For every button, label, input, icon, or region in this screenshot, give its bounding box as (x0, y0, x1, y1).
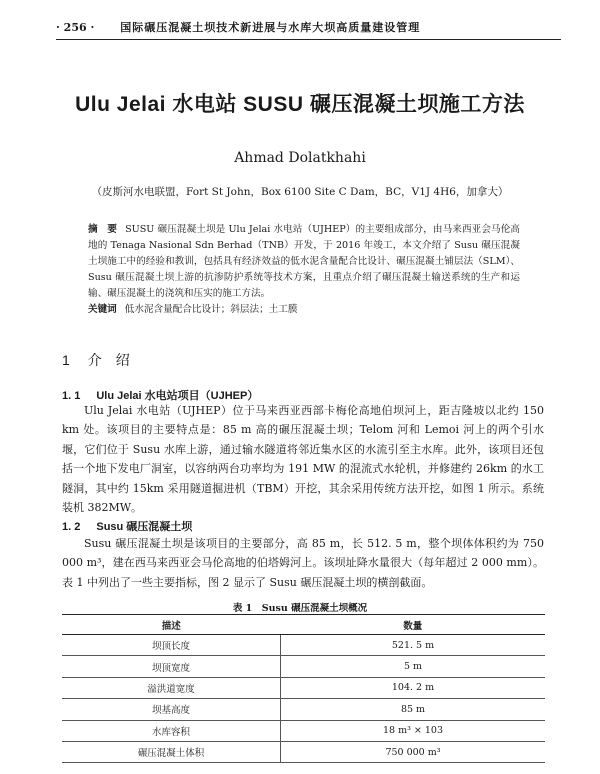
paragraph-1-1: Ulu Jelai 水电站（UJHEP）位于马来西亚西部卡梅伦高地伯坝河上，距吉隆坡以北约 150 km 处。该项目的主要特点是：85 m 高的碾压混凝土坝；Telom 河和 Lemoi 河上的两个引水堰，它们位于 Susu 水库上游，通过输水隧道将邻近集水区的水流引至主水库。此外，该项目还包括一个地下发电厂洞室，以容纳两台功率均为 191 MW 的混流式水轮机，并修建约 26km 的水工隧洞，其中约 15km 采用隧道掘进机（TBM）开挖，其余采用传统方法开挖，如图 1 所示。系统装机 382MW。 (62, 404, 544, 515)
page-number: · 256 · (56, 20, 95, 34)
table-cell-desc: 溢洪道宽度 (62, 677, 281, 698)
abstract-block (88, 222, 520, 318)
table-row (62, 656, 545, 677)
abstract-text: SUSU 碾压混凝土坝是 Ulu Jelai 水电站（UJHEP）的主要组成部分，由马来西亚会马伦高地的 Tenaga Nasional Sdn Berhad（TNB）开发，于 2016 年竣工，本文介绍了 Susu 碾压混凝土坝施工中的经验和教训，包括具有经济效益的低水泥含量配合比设计、碾压混凝土铺层法（SLM）、Susu 碾压混凝土坝上游的抗渗防护系统等技术方案，且重点介绍了碾压混凝土输送系统的生产和运输、碾压混凝土的浇筑和压实的施工方法。 (88, 224, 520, 299)
subsection-title: Ulu Jelai 水电站项目（UJHEP） (96, 390, 259, 402)
table-cell-desc: 坝顶长度 (62, 635, 281, 656)
author-affiliation: （皮斯河水电联盟，Fort St John，Box 6100 Site C Dam，BC，V1J 4H6，加拿大） (91, 186, 509, 198)
keywords (88, 302, 520, 318)
subsection-heading-1-2 (62, 518, 192, 534)
table-1 (62, 614, 545, 763)
table-row (62, 720, 545, 741)
table-cell-qty: 85 m (281, 699, 546, 720)
table-row (62, 635, 545, 656)
table-row (62, 741, 545, 762)
table-caption: 表 1 Susu 碾压混凝土坝概况 (232, 603, 368, 614)
table-row (62, 677, 545, 698)
section-number: 1 (62, 352, 70, 368)
section-title: 介 绍 (87, 352, 130, 368)
subsection-number: 1. 2 (62, 521, 81, 533)
table-header-cell: 数量 (281, 615, 546, 635)
table-cell-desc: 水库容积 (62, 720, 281, 741)
table-cell-qty: 5 m (281, 656, 546, 677)
table-cell-qty: 750 000 m³ (281, 741, 546, 762)
running-header (56, 16, 556, 38)
paragraph-1-2: Susu 碾压混凝土坝是该项目的主要部分，高 85 m，长 512. 5 m，整个坝体体积约为 750 000 m³，建在西马来西亚会马伦高地的伯塔姆河上。该坝址降水量很大（每年超过 2 000 mm）。表 1 中列出了一些主要指标，图 2 显示了 Susu 碾压混凝土坝的横剖截面。 (62, 537, 544, 589)
table-header-cell: 描述 (62, 615, 281, 635)
header-rule (56, 39, 561, 40)
table-row (62, 699, 545, 720)
table-cell-qty: 18 m³ × 103 (281, 720, 546, 741)
table-cell-desc: 坝基高度 (62, 699, 281, 720)
table-cell-desc: 碾压混凝土体积 (62, 741, 281, 762)
paper-title: Ulu Jelai 水电站 SUSU 碾压混凝土坝施工方法 (75, 93, 525, 116)
journal-title: 国际碾压混凝土坝技术新进展与水库大坝高质量建设管理 (120, 21, 421, 34)
table-cell-qty: 104. 2 m (281, 677, 546, 698)
subsection-number: 1. 1 (62, 390, 81, 402)
table-header-row (62, 615, 545, 635)
abstract-label: 摘 要 (88, 224, 118, 235)
table-cell-desc: 坝顶宽度 (62, 656, 281, 677)
subsection-title: Susu 碾压混凝土坝 (96, 521, 193, 533)
section-heading-1 (62, 350, 130, 370)
table-cell-qty: 521. 5 m (281, 635, 546, 656)
keywords-text: 低水泥含量配合比设计；斜层法；土工膜 (124, 304, 298, 315)
author-name: Ahmad Dolatkhahi (234, 150, 366, 166)
abstract (88, 222, 520, 302)
keywords-label: 关键词 (88, 304, 117, 315)
